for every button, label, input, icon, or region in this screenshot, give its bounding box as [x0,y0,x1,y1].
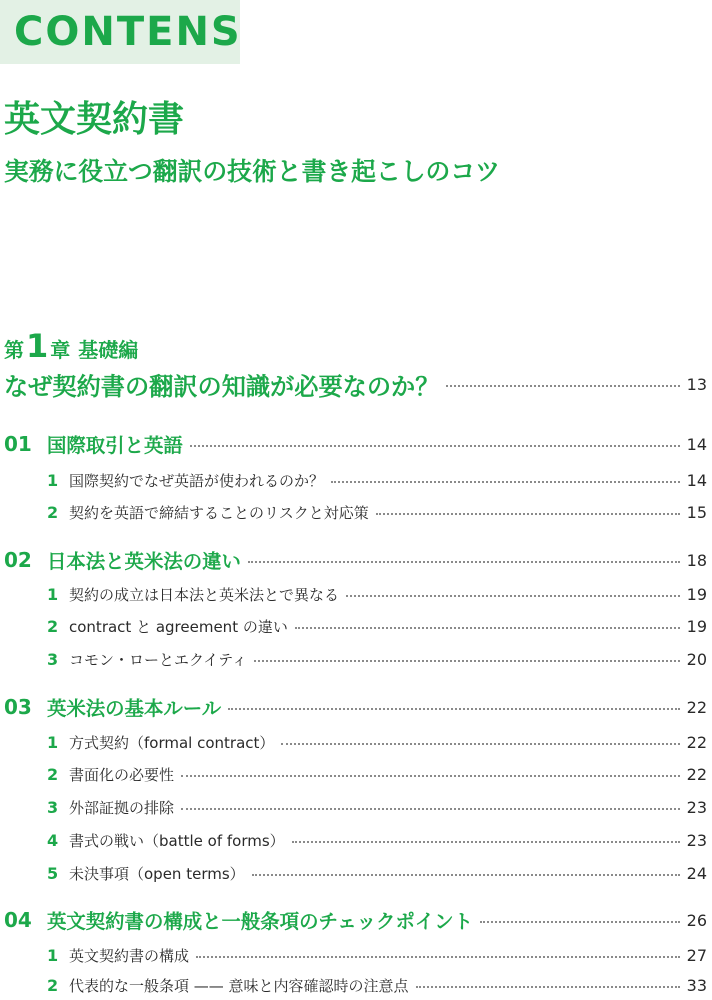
dot-leader [252,874,680,876]
chapter-title: なぜ契約書の翻訳の知識が必要なのか？ [4,372,440,401]
page-number: 13 [686,374,707,394]
section-title: 英米法の基本ルール [47,697,222,720]
item-number: 3 [47,649,59,669]
page-number: 22 [686,732,707,752]
chapter-name: 基礎編 [78,338,139,362]
toc-item-entry[interactable] [47,612,707,640]
toc-item-entry[interactable] [47,466,707,494]
page-number: 23 [686,830,707,850]
item-title: 書面化の必要性 [69,765,175,784]
chapter-suffix: 章 [50,338,71,362]
dot-leader [292,841,680,843]
toc-section-entry[interactable] [4,428,707,460]
section-title: 英文契約書の構成と一般条項のチェックポイント [47,910,474,933]
item-number: 2 [47,764,59,784]
toc-item-entry[interactable] [47,971,707,999]
book-title: 英文契約書 [4,99,185,140]
page-number: 24 [686,863,707,883]
dot-leader [416,986,680,988]
item-title: 外部証拠の排除 [69,798,175,817]
page-number: 19 [686,616,707,636]
dot-leader [254,660,680,662]
toc-section-entry[interactable] [4,544,707,576]
item-title: 書式の戦い（battle of forms） [69,831,285,850]
toc-item-entry[interactable] [47,580,707,608]
page-number: 14 [686,470,707,490]
dot-leader [190,445,680,447]
section-title: 国際取引と英語 [47,434,183,457]
toc-section-entry[interactable] [4,904,707,936]
chapter-prefix: 第 [4,338,24,362]
toc-item-entry[interactable] [47,941,707,969]
dot-leader [376,513,680,515]
section-title: 日本法と英米法の違い [47,550,241,573]
dot-leader [228,708,680,710]
page-number: 20 [686,649,707,669]
item-title: 国際契約でなぜ英語が使われるのか？ [69,471,325,490]
contents-banner [0,0,240,64]
page-number: 14 [686,434,707,454]
item-number: 2 [47,502,59,522]
item-number: 1 [47,584,59,604]
section-number: 01 [4,432,32,456]
page-number: 33 [686,975,707,995]
toc-item-entry[interactable] [47,826,707,854]
item-title: 未決事項（open terms） [69,864,245,883]
page-number: 27 [686,945,707,965]
dot-leader [181,775,680,777]
toc-item-entry[interactable] [47,645,707,673]
item-number: 1 [47,732,59,752]
dot-leader [346,595,680,597]
dot-leader [446,385,679,387]
page-number: 19 [686,584,707,604]
toc-chapter-entry[interactable] [4,366,707,402]
item-number: 4 [47,830,59,850]
toc-item-entry[interactable] [47,793,707,821]
toc-item-entry[interactable] [47,859,707,887]
page-number: 22 [686,764,707,784]
page-number: 22 [686,697,707,717]
dot-leader [331,481,680,483]
item-title: 契約の成立は日本法と英米法とで異なる [69,585,340,604]
item-number: 2 [47,975,59,995]
section-number: 03 [4,695,32,719]
toc-item-entry[interactable] [47,498,707,526]
dot-leader [281,743,679,745]
dot-leader [480,921,680,923]
page-number: 18 [686,550,707,570]
item-number: 5 [47,863,59,883]
section-number: 02 [4,548,32,572]
item-number: 3 [47,797,59,817]
item-title: 方式契約（formal contract） [69,733,275,752]
toc-item-entry[interactable] [47,728,707,756]
dot-leader [295,627,680,629]
toc-item-entry[interactable] [47,760,707,788]
book-subtitle: 実務に役立つ翻訳の技術と書き起こしのコツ [4,157,500,186]
chapter-label [4,328,138,370]
dot-leader [248,561,680,563]
section-number: 04 [4,908,32,932]
page-number: 15 [686,502,707,522]
page-number: 26 [686,910,707,930]
toc-section-entry[interactable] [4,691,707,723]
item-number: 1 [47,945,59,965]
item-number: 1 [47,470,59,490]
dot-leader [181,808,680,810]
contents-heading: CONTENS [14,9,242,55]
item-number: 2 [47,616,59,636]
chapter-number: 1 [26,327,49,365]
item-title: 代表的な一般条項 —— 意味と内容確認時の注意点 [69,976,409,995]
item-title: コモン・ローとエクイティ [69,650,248,669]
item-title: 契約を英語で締結することのリスクと対応策 [69,503,369,522]
item-title: 英文契約書の構成 [69,946,190,965]
item-title: contract と agreement の違い [69,617,288,636]
page-number: 23 [686,797,707,817]
dot-leader [196,956,680,958]
